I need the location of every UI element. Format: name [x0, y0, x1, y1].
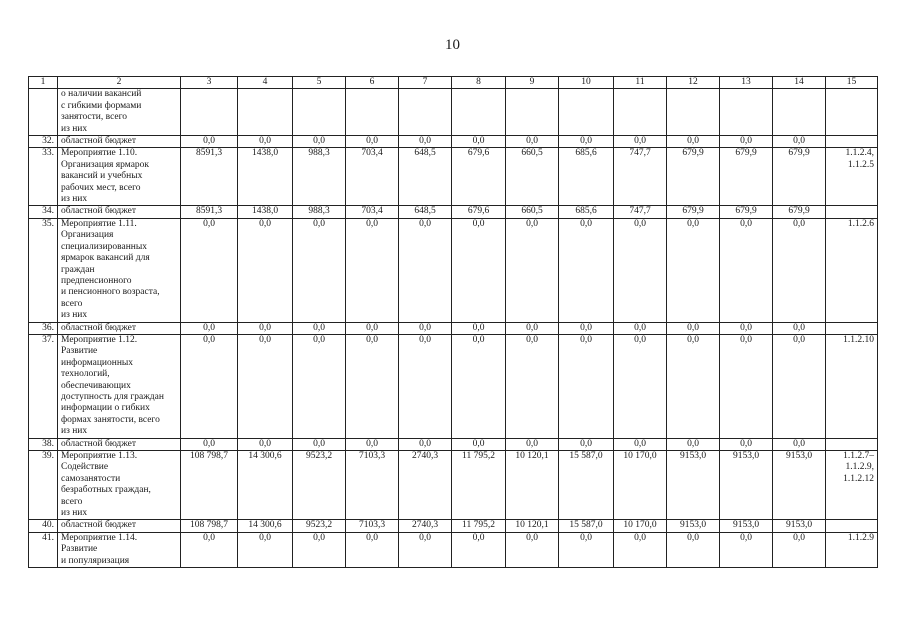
description-line: из них: [61, 508, 88, 519]
value-cell: 9153,0: [773, 451, 826, 520]
value-cell: 0,0: [506, 532, 559, 567]
description-line: технологий,: [61, 369, 110, 380]
reference-cell: 1.1.2.6: [826, 218, 878, 322]
value-cell: 0,0: [399, 532, 452, 567]
value-cell: 0,0: [720, 218, 773, 322]
row-description: [58, 322, 181, 334]
description-line: Мероприятие 1.14.: [61, 532, 138, 543]
description-line: областной бюджет: [61, 520, 137, 531]
value-cell: 0,0: [720, 322, 773, 334]
description-line: предпенсионного: [61, 275, 132, 286]
value-cell: 0,0: [773, 438, 826, 450]
value-cell: [614, 89, 667, 136]
value-cell: 703,4: [346, 148, 399, 206]
description-line: доступность для граждан: [61, 391, 164, 402]
value-cell: 679,9: [720, 206, 773, 218]
value-cell: 0,0: [452, 322, 506, 334]
column-header: 5: [293, 77, 346, 89]
value-cell: [667, 89, 720, 136]
value-cell: 679,9: [773, 148, 826, 206]
value-cell: 0,0: [667, 438, 720, 450]
value-cell: 0,0: [667, 532, 720, 567]
column-header: 6: [346, 77, 399, 89]
row-number: 34.: [29, 206, 58, 218]
description-line: Развитие: [61, 544, 98, 555]
row-description: [58, 136, 181, 148]
description-line: ярмарок вакансий для: [61, 253, 150, 264]
value-cell: 9153,0: [720, 451, 773, 520]
value-cell: 0,0: [720, 136, 773, 148]
value-cell: 108 798,7: [181, 520, 238, 532]
column-header: 11: [614, 77, 667, 89]
value-cell: 0,0: [614, 322, 667, 334]
description-line: самозанятости: [61, 473, 121, 484]
value-cell: 0,0: [773, 136, 826, 148]
value-cell: 0,0: [399, 438, 452, 450]
value-cell: 0,0: [181, 438, 238, 450]
value-cell: 0,0: [452, 136, 506, 148]
column-header: 1: [29, 77, 58, 89]
value-cell: [346, 89, 399, 136]
value-cell: 0,0: [346, 218, 399, 322]
description-line: областной бюджет: [61, 322, 137, 333]
value-cell: [720, 89, 773, 136]
value-cell: 0,0: [181, 334, 238, 438]
column-header: 3: [181, 77, 238, 89]
column-header: 2: [58, 77, 181, 89]
value-cell: 0,0: [293, 532, 346, 567]
description-line: граждан: [61, 264, 95, 275]
value-cell: 0,0: [559, 218, 614, 322]
value-cell: 0,0: [559, 438, 614, 450]
value-cell: 0,0: [667, 322, 720, 334]
reference-cell: [826, 438, 878, 450]
value-cell: [506, 89, 559, 136]
description-line: Мероприятие 1.11.: [61, 218, 137, 229]
description-line: информации о гибких: [61, 403, 150, 414]
description-line: рабочих мест, всего: [61, 182, 141, 193]
value-cell: 660,5: [506, 148, 559, 206]
value-cell: 2740,3: [399, 451, 452, 520]
value-cell: 679,6: [452, 206, 506, 218]
value-cell: 9153,0: [773, 520, 826, 532]
value-cell: 0,0: [506, 334, 559, 438]
description-line: специализированных: [61, 241, 148, 252]
row-description: [58, 532, 181, 567]
value-cell: 15 587,0: [559, 451, 614, 520]
value-cell: 9523,2: [293, 451, 346, 520]
value-cell: [293, 89, 346, 136]
value-cell: 685,6: [559, 148, 614, 206]
table-row: [29, 136, 878, 148]
value-cell: 648,5: [399, 206, 452, 218]
value-cell: 0,0: [667, 136, 720, 148]
value-cell: 0,0: [773, 322, 826, 334]
description-line: формах занятости, всего: [61, 414, 160, 425]
row-number: 35.: [29, 218, 58, 322]
value-cell: 679,6: [452, 148, 506, 206]
value-cell: 11 795,2: [452, 520, 506, 532]
row-description: [58, 206, 181, 218]
value-cell: 0,0: [238, 322, 293, 334]
value-cell: 10 170,0: [614, 451, 667, 520]
row-description: [58, 438, 181, 450]
value-cell: 9153,0: [667, 451, 720, 520]
value-cell: 703,4: [346, 206, 399, 218]
description-line: безработных граждан,: [61, 485, 151, 496]
description-line: всего: [61, 298, 83, 309]
value-cell: 0,0: [346, 438, 399, 450]
value-cell: 0,0: [238, 438, 293, 450]
reference-cell: 1.1.2.7– 1.1.2.9, 1.1.2.12: [826, 451, 878, 520]
description-line: Мероприятие 1.12.: [61, 334, 138, 345]
value-cell: 0,0: [238, 532, 293, 567]
description-line: Развитие: [61, 346, 98, 357]
value-cell: 0,0: [506, 136, 559, 148]
value-cell: 0,0: [238, 334, 293, 438]
row-number: 32.: [29, 136, 58, 148]
table-body: [29, 89, 878, 568]
column-header: 14: [773, 77, 826, 89]
value-cell: 0,0: [506, 218, 559, 322]
value-cell: 0,0: [452, 218, 506, 322]
header-row: [29, 77, 878, 89]
value-cell: 0,0: [614, 136, 667, 148]
description-line: Мероприятие 1.10.: [61, 148, 138, 159]
description-line: Организация: [61, 230, 114, 241]
value-cell: 988,3: [293, 148, 346, 206]
value-cell: 0,0: [720, 438, 773, 450]
value-cell: 0,0: [346, 322, 399, 334]
value-cell: 0,0: [293, 322, 346, 334]
value-cell: 0,0: [667, 218, 720, 322]
column-header: 12: [667, 77, 720, 89]
row-number: 33.: [29, 148, 58, 206]
value-cell: 14 300,6: [238, 520, 293, 532]
value-cell: 0,0: [773, 334, 826, 438]
value-cell: 0,0: [452, 438, 506, 450]
value-cell: 8591,3: [181, 148, 238, 206]
column-header: 8: [452, 77, 506, 89]
description-line: из них: [61, 194, 88, 205]
value-cell: 0,0: [506, 438, 559, 450]
column-header: 15: [826, 77, 878, 89]
value-cell: 11 795,2: [452, 451, 506, 520]
table-row: [29, 148, 878, 206]
row-number: 38.: [29, 438, 58, 450]
value-cell: 0,0: [773, 218, 826, 322]
table-row: [29, 206, 878, 218]
value-cell: 108 798,7: [181, 451, 238, 520]
value-cell: [399, 89, 452, 136]
column-header: 13: [720, 77, 773, 89]
value-cell: 0,0: [238, 136, 293, 148]
value-cell: 679,9: [773, 206, 826, 218]
value-cell: 685,6: [559, 206, 614, 218]
row-number: 40.: [29, 520, 58, 532]
value-cell: 0,0: [181, 322, 238, 334]
value-cell: 648,5: [399, 148, 452, 206]
description-line: всего: [61, 496, 83, 507]
value-cell: 0,0: [452, 532, 506, 567]
value-cell: 0,0: [720, 532, 773, 567]
value-cell: 0,0: [181, 218, 238, 322]
value-cell: 0,0: [238, 218, 293, 322]
value-cell: 9153,0: [667, 520, 720, 532]
value-cell: 0,0: [614, 218, 667, 322]
value-cell: 0,0: [293, 334, 346, 438]
value-cell: 988,3: [293, 206, 346, 218]
value-cell: 0,0: [293, 136, 346, 148]
column-header: 7: [399, 77, 452, 89]
column-header: 10: [559, 77, 614, 89]
value-cell: 660,5: [506, 206, 559, 218]
value-cell: 679,9: [667, 148, 720, 206]
value-cell: 10 170,0: [614, 520, 667, 532]
value-cell: 2740,3: [399, 520, 452, 532]
value-cell: 8591,3: [181, 206, 238, 218]
value-cell: 0,0: [346, 334, 399, 438]
value-cell: 0,0: [559, 322, 614, 334]
value-cell: 0,0: [452, 334, 506, 438]
row-description: [58, 334, 181, 438]
description-line: областной бюджет: [61, 438, 137, 449]
value-cell: 0,0: [293, 218, 346, 322]
value-cell: 747,7: [614, 206, 667, 218]
value-cell: 0,0: [181, 532, 238, 567]
description-line: областной бюджет: [61, 206, 137, 217]
table-row: [29, 89, 878, 136]
row-description: [58, 89, 181, 136]
value-cell: 7103,3: [346, 520, 399, 532]
value-cell: 10 120,1: [506, 520, 559, 532]
table-row: [29, 451, 878, 520]
table-row: [29, 520, 878, 532]
reference-cell: [826, 520, 878, 532]
table-row: [29, 334, 878, 438]
value-cell: [181, 89, 238, 136]
value-cell: 0,0: [614, 532, 667, 567]
reference-cell: [826, 89, 878, 136]
value-cell: 0,0: [399, 136, 452, 148]
row-description: [58, 451, 181, 520]
table-row: [29, 532, 878, 567]
value-cell: [452, 89, 506, 136]
row-description: [58, 218, 181, 322]
table-row: [29, 322, 878, 334]
value-cell: 679,9: [667, 206, 720, 218]
value-cell: 0,0: [773, 532, 826, 567]
value-cell: 10 120,1: [506, 451, 559, 520]
value-cell: 0,0: [667, 334, 720, 438]
value-cell: 0,0: [346, 136, 399, 148]
value-cell: 1438,0: [238, 148, 293, 206]
value-cell: [559, 89, 614, 136]
description-line: с гибкими формами: [61, 100, 142, 111]
page-number: 10: [445, 37, 460, 53]
description-line: из них: [61, 426, 88, 437]
reference-cell: [826, 136, 878, 148]
value-cell: [773, 89, 826, 136]
value-cell: 0,0: [293, 438, 346, 450]
row-description: [58, 520, 181, 532]
value-cell: 1438,0: [238, 206, 293, 218]
description-line: информационных: [61, 357, 134, 368]
value-cell: 0,0: [559, 136, 614, 148]
value-cell: 9523,2: [293, 520, 346, 532]
value-cell: 0,0: [559, 532, 614, 567]
reference-cell: [826, 322, 878, 334]
value-cell: 679,9: [720, 148, 773, 206]
reference-cell: 1.1.2.10: [826, 334, 878, 438]
value-cell: 0,0: [399, 334, 452, 438]
value-cell: 0,0: [614, 334, 667, 438]
row-number: [29, 89, 58, 136]
value-cell: 0,0: [181, 136, 238, 148]
row-number: 37.: [29, 334, 58, 438]
value-cell: 0,0: [506, 322, 559, 334]
value-cell: [238, 89, 293, 136]
reference-cell: 1.1.2.4, 1.1.2.5: [826, 148, 878, 206]
description-line: и популяризация: [61, 555, 130, 566]
value-cell: 0,0: [399, 218, 452, 322]
table-row: [29, 218, 878, 322]
description-line: занятости, всего: [61, 112, 128, 123]
value-cell: 7103,3: [346, 451, 399, 520]
row-number: 41.: [29, 532, 58, 567]
value-cell: 747,7: [614, 148, 667, 206]
value-cell: 14 300,6: [238, 451, 293, 520]
row-number: 39.: [29, 451, 58, 520]
description-line: Мероприятие 1.13.: [61, 451, 138, 461]
value-cell: 0,0: [614, 438, 667, 450]
description-line: Содействие: [61, 462, 109, 473]
column-header: 9: [506, 77, 559, 89]
value-cell: 9153,0: [720, 520, 773, 532]
description-line: из них: [61, 310, 88, 321]
description-line: вакансий и учебных: [61, 171, 143, 182]
description-line: и пенсионного возраста,: [61, 287, 160, 298]
budget-table: [28, 76, 878, 568]
value-cell: 0,0: [346, 532, 399, 567]
description-line: о наличии вакансий: [61, 89, 142, 100]
value-cell: 0,0: [720, 334, 773, 438]
table-row: [29, 438, 878, 450]
row-description: [58, 148, 181, 206]
row-number: 36.: [29, 322, 58, 334]
reference-cell: [826, 206, 878, 218]
value-cell: 15 587,0: [559, 520, 614, 532]
description-line: обеспечивающих: [61, 380, 131, 391]
column-header: 4: [238, 77, 293, 89]
value-cell: 0,0: [399, 322, 452, 334]
description-line: из них: [61, 123, 88, 134]
description-line: Организация ярмарок: [61, 159, 150, 170]
reference-cell: 1.1.2.9: [826, 532, 878, 567]
value-cell: 0,0: [559, 334, 614, 438]
description-line: областной бюджет: [61, 136, 137, 147]
